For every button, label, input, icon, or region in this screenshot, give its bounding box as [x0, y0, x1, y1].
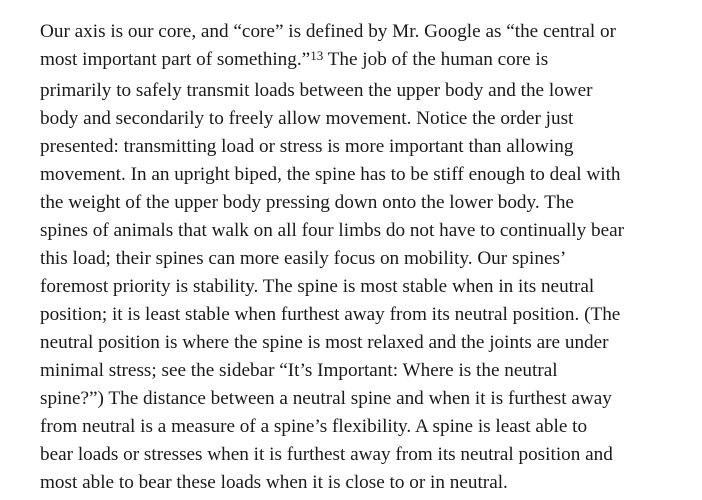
text-segment: The job of the human core is: [323, 49, 549, 70]
text-segment: most important part of something.”: [40, 49, 311, 70]
text-line: foremost priority is stability. The spine is most stable when in its neutral: [40, 276, 595, 297]
text-line: minimal stress; see the sidebar “It’s Important: Where is the neutral: [40, 360, 558, 381]
text-line: body and secondarily to freely allow movement. Notice the order just: [40, 108, 574, 129]
text-line: spines of animals that walk on all four limbs do not have to continually bear: [40, 220, 625, 241]
text-line: spine?”) The distance between a neutral spine and when it is furthest away: [40, 388, 612, 409]
text-line: this load; their spines can more easily focus on mobility. Our spines’: [40, 248, 567, 269]
text-line: bear loads or stresses when it is furthest away from its neutral position and: [40, 444, 613, 465]
text-line: primarily to safely transmit loads between the upper body and the lower: [40, 80, 593, 101]
text-line: from neutral is a measure of a spine’s flexibility. A spine is least able to: [40, 416, 588, 437]
footnote-reference[interactable]: 13: [310, 48, 324, 63]
body-paragraph: [40, 18, 680, 497]
text-line: presented: transmitting load or stress is more important than allowing: [40, 136, 574, 157]
text-line: movement. In an upright biped, the spine has to be stiff enough to deal with: [40, 164, 621, 185]
text-line: [40, 46, 680, 77]
text-line: position; it is least stable when furthest away from its neutral position. (The: [40, 304, 621, 325]
text-line: Our axis is our core, and “core” is defined by Mr. Google as “the central or: [40, 21, 616, 42]
text-line: the weight of the upper body pressing down onto the lower body. The: [40, 192, 574, 213]
text-line: most able to bear these loads when it is close to or in neutral.: [40, 472, 508, 493]
text-line: neutral position is where the spine is most relaxed and the joints are under: [40, 332, 609, 353]
